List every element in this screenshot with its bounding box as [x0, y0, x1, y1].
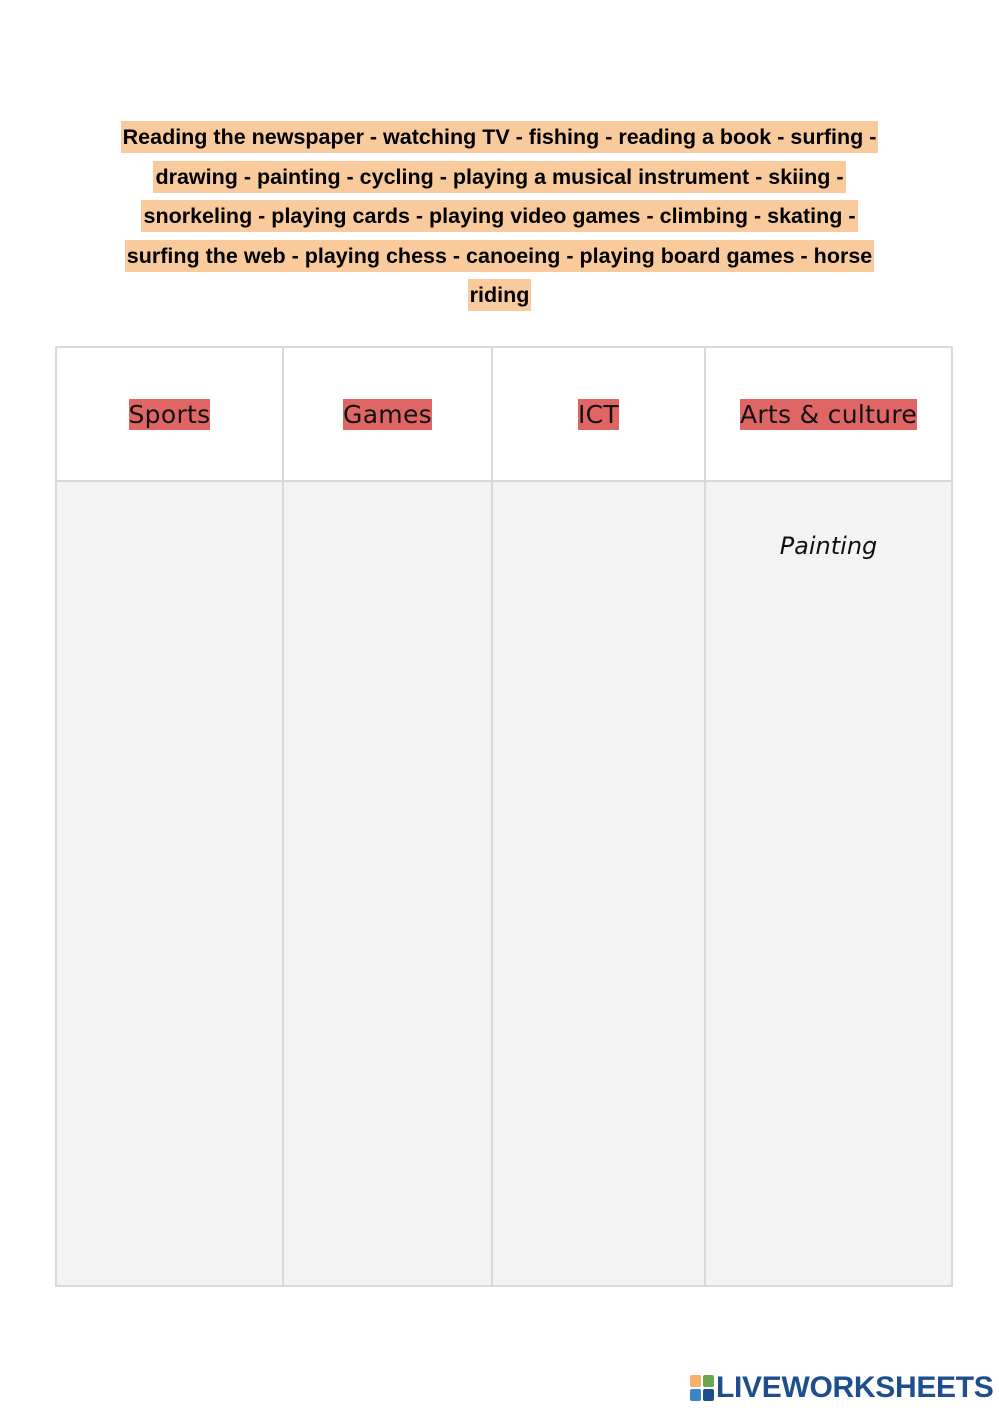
answer-arts-culture: Painting	[779, 532, 878, 560]
word-bank	[120, 118, 879, 316]
header-cell-arts-culture	[705, 347, 952, 481]
liveworksheets-logo	[690, 1368, 994, 1408]
answer-cell-arts-culture[interactable]	[705, 481, 952, 1286]
header-cell-games	[283, 347, 492, 481]
answer-cell-games[interactable]	[283, 481, 492, 1286]
column-heading-sports: Sports	[128, 399, 211, 429]
categories-table	[55, 346, 953, 1287]
brand-name: LIVEWORKSHEETS	[716, 1371, 994, 1404]
liveworksheets-logo-icon	[690, 1375, 714, 1401]
answer-sports	[57, 482, 282, 532]
answer-cell-ict[interactable]	[492, 481, 705, 1286]
header-cell-sports	[56, 347, 283, 481]
header-cell-ict	[492, 347, 705, 481]
answer-games	[284, 482, 491, 532]
answer-cell-sports[interactable]	[56, 481, 283, 1286]
word-bank-text: Reading the newspaper - watching TV - fishing - reading a book - surfing - drawing - painting - cycling - playing a musical instrument - skiing - snorkeling - playing cards - playing video games - climbing - skating - surfing the web - playing chess - canoeing - playing board games - horse riding	[121, 121, 879, 311]
header-row	[56, 347, 952, 481]
answer-ict	[493, 482, 704, 532]
column-heading-ict: ICT	[577, 399, 619, 429]
answer-row	[56, 481, 952, 1286]
column-heading-games: Games	[343, 399, 432, 429]
column-heading-arts-culture: Arts & culture	[739, 399, 918, 429]
